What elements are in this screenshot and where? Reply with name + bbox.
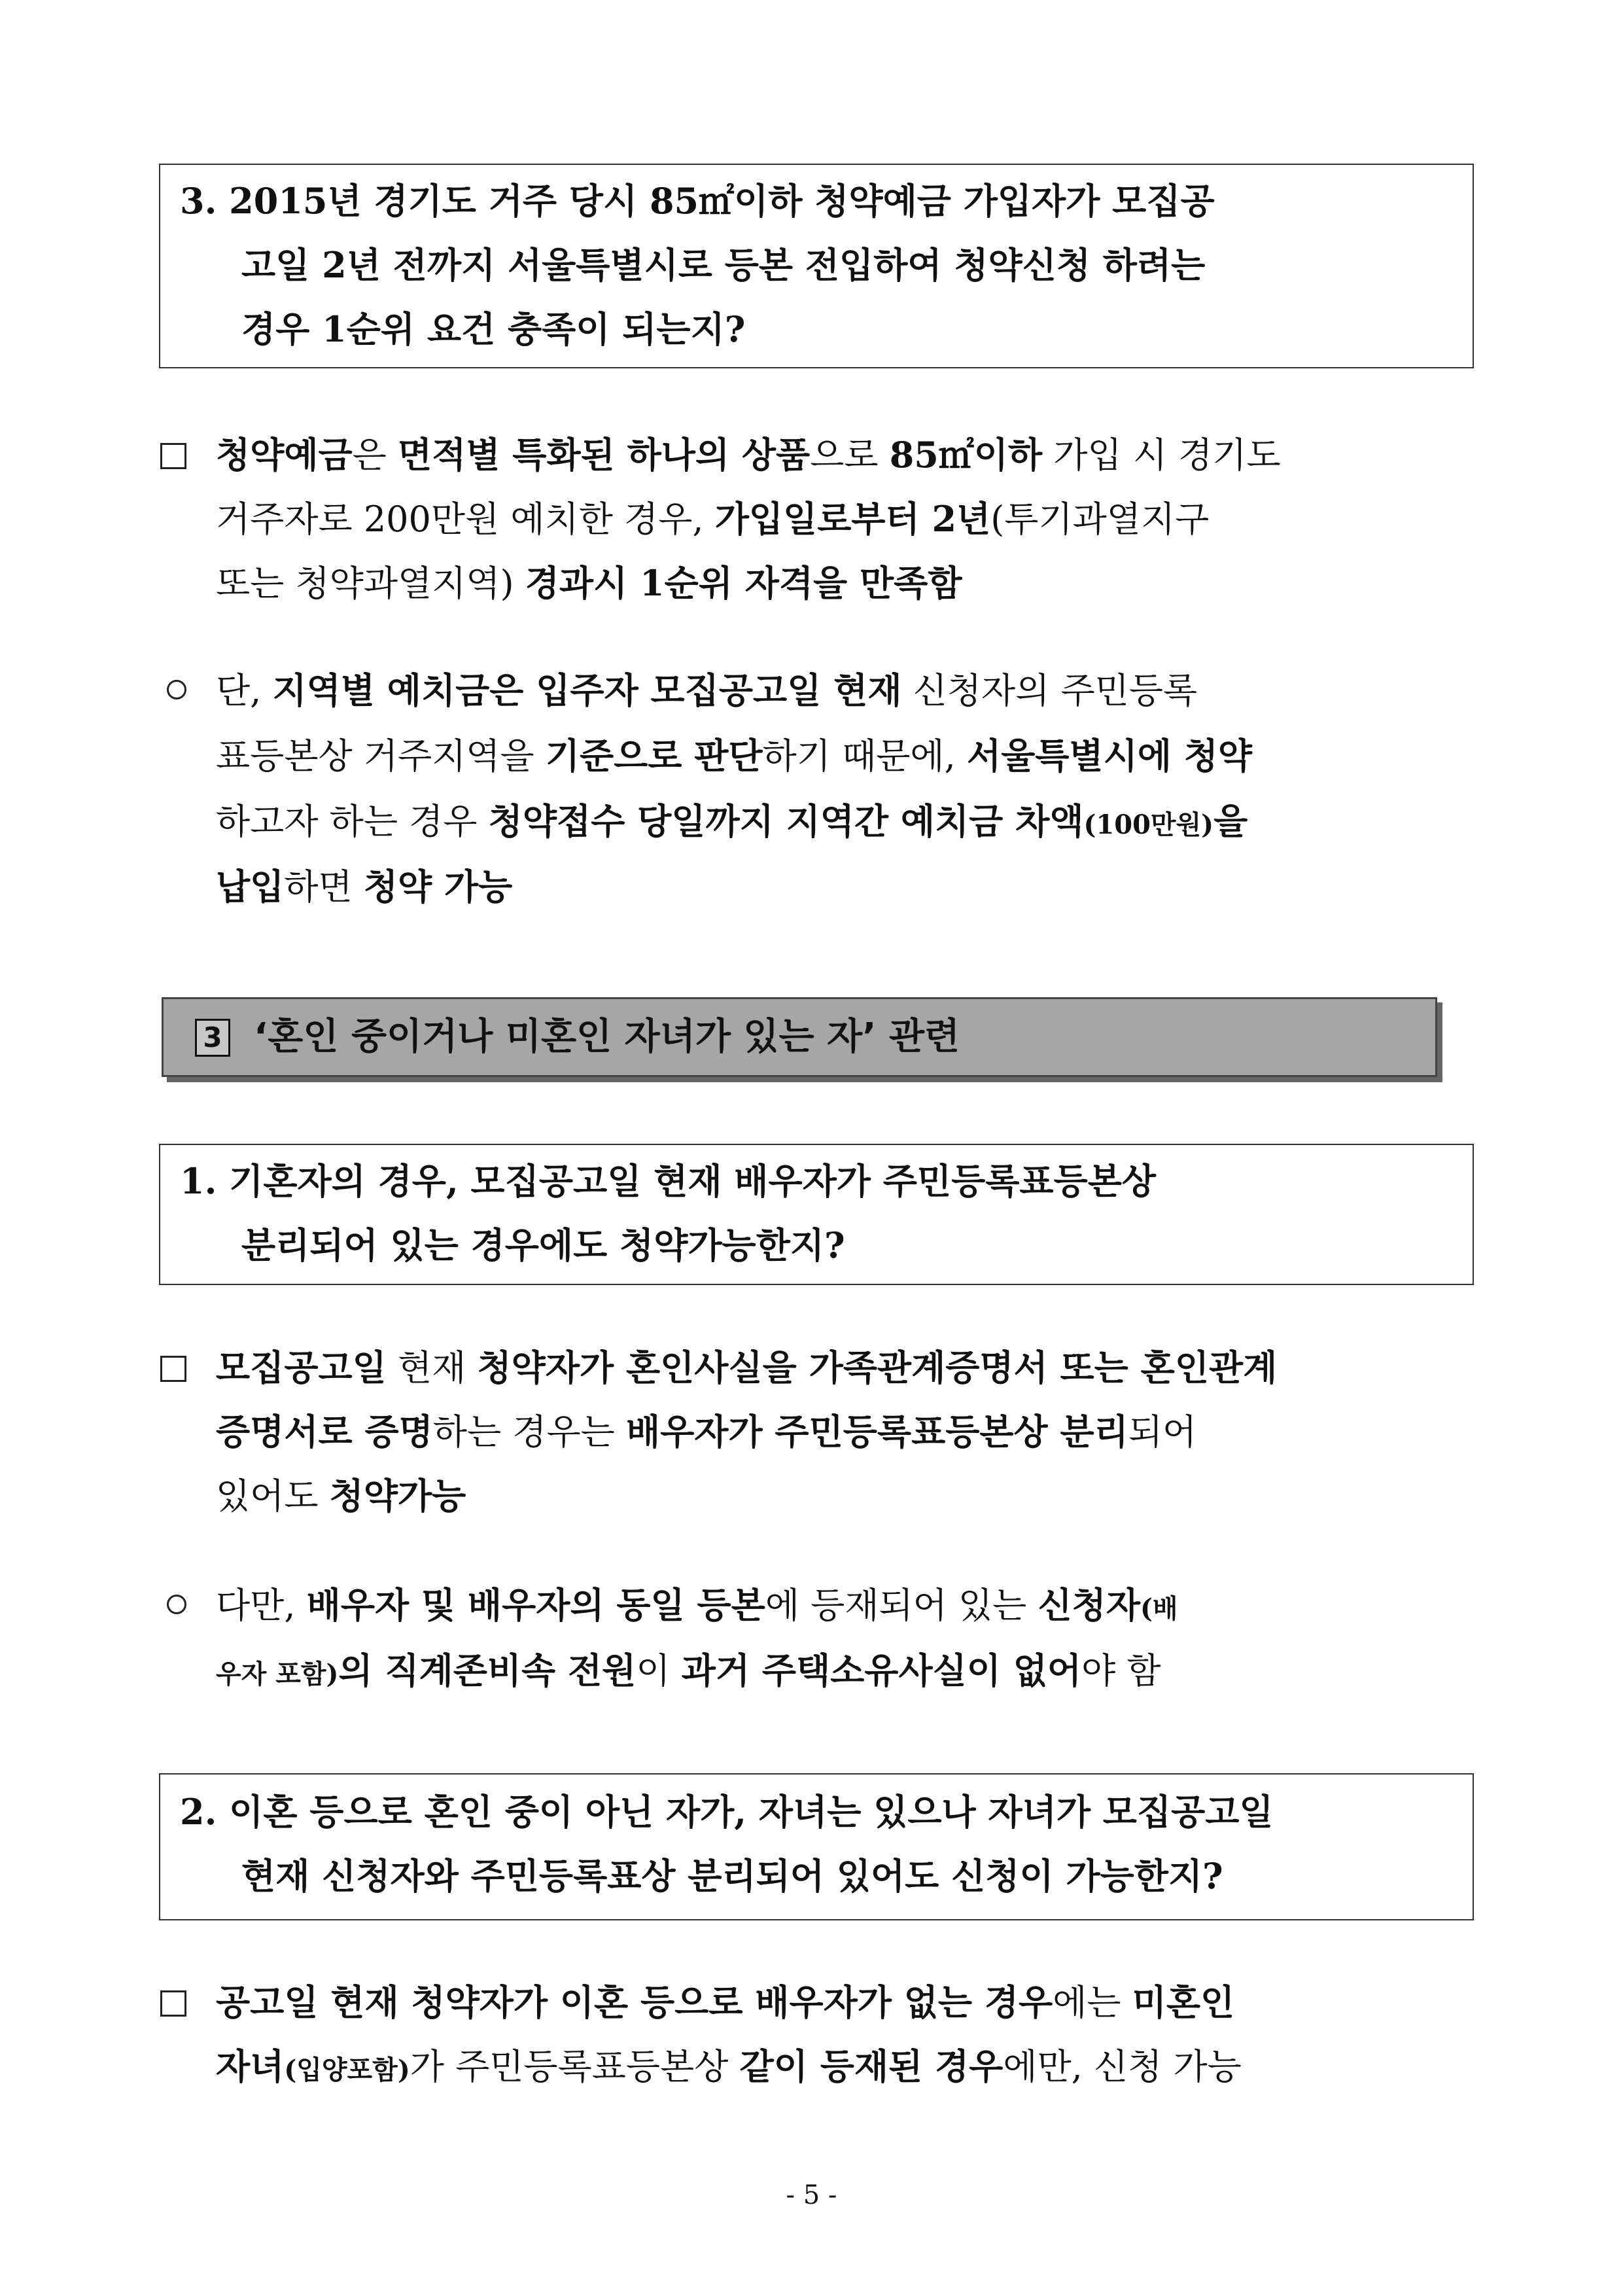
answer-line: 있어도 청약가능: [216, 1475, 466, 1517]
answer-line: 단, 지역별 예치금은 입주자 모집공고일 현재 신청자의 주민등록: [216, 669, 1198, 711]
answer-line: 청약예금은 면적별 특화된 하나의 상품으로 85㎡이하 가입 시 경기도: [216, 434, 1281, 476]
question-line: 2. 이혼 등으로 혼인 중이 아닌 자가, 자녀는 있으나 자녀가 모집공고일: [180, 1791, 1274, 1833]
section-header: [162, 997, 1437, 1077]
question-line: 3. 2015년 경기도 거주 당시 85㎡이하 청약예금 가입자가 모집공: [180, 180, 1215, 222]
checkbox-icon-wrap: [160, 1979, 186, 2025]
circle-bullet-icon: [167, 1595, 186, 1614]
question-line: 현재 신청자와 주민등록표상 분리되어 있어도 신청이 가능한지?: [241, 1855, 1223, 1897]
checkbox-icon: [160, 1356, 186, 1382]
answer-line: 증명서로 증명하는 경우는 배우자가 주민등록표등본상 분리되어: [216, 1411, 1197, 1453]
checkbox-icon-wrap: [160, 432, 186, 478]
answer-line: 거주자로 200만원 예치한 경우, 가입일로부터 2년(투기과열지구: [216, 498, 1210, 540]
answer-line: 자녀(입양포함)가 주민등록표등본상 같이 등재된 경우에만, 신청 가능: [216, 2045, 1242, 2087]
answer-line: 공고일 현재 청약자가 이혼 등으로 배우자가 없는 경우에는 미혼인: [216, 1981, 1235, 2023]
checkbox-icon: [160, 1990, 186, 2017]
answer-line: 표등본상 거주지역을 기준으로 판단하기 때문에, 서울특별시에 청약: [216, 735, 1253, 777]
question-line: 1. 기혼자의 경우, 모집공고일 현재 배우자가 주민등록표등본상: [180, 1160, 1157, 1202]
question-box-1: [159, 1144, 1474, 1285]
answer-line: 납입하면 청약 가능: [216, 866, 513, 908]
section-number: 3: [195, 1019, 230, 1057]
page-number: - 5 -: [786, 2180, 837, 2210]
checkbox-icon: [160, 443, 186, 469]
question-line: 경우 1순위 요건 충족이 되는지?: [241, 308, 746, 350]
question-line: 분리되어 있는 경우에도 청약가능한지?: [241, 1224, 845, 1266]
question-box-3: [159, 164, 1474, 368]
circle-bullet-icon: [167, 680, 186, 699]
answer-line: 우자 포함)의 직계존비속 전원이 과거 주택소유사실이 없어야 함: [216, 1650, 1161, 1691]
answer-line: 모집공고일 현재 청약자가 혼인사실을 가족관계증명서 또는 혼인관계: [216, 1347, 1278, 1388]
answer-line: 또는 청약과열지역) 경과시 1순위 자격을 만족함: [216, 562, 962, 604]
circle-bullet-wrap: [167, 1582, 186, 1628]
checkbox-icon-wrap: [160, 1345, 186, 1390]
question-line: 고일 2년 전까지 서울특별시로 등본 전입하여 청약신청 하려는: [241, 244, 1206, 286]
section-title: ‘혼인 중이거나 미혼인 자녀가 있는 자’ 관련: [254, 1016, 960, 1058]
answer-line: 하고자 하는 경우 청약접수 당일까지 지역간 예치금 차액(100만원)을: [216, 800, 1248, 842]
answer-line: 다만, 배우자 및 배우자의 동일 등본에 등재되어 있는 신청자(배: [216, 1584, 1178, 1626]
circle-bullet-wrap: [167, 667, 186, 713]
question-box-2: [159, 1773, 1474, 1920]
